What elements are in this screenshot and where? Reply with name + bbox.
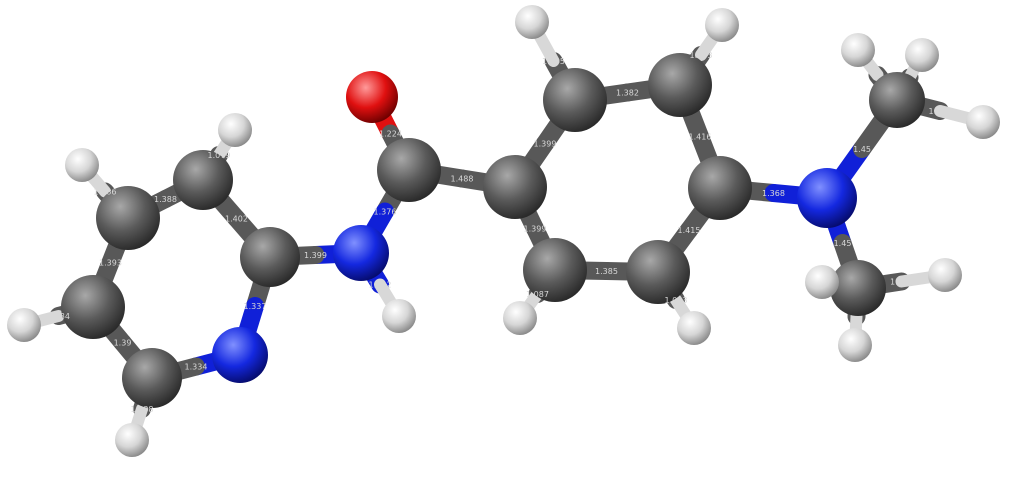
atom-c-b2 — [543, 68, 607, 132]
atom-c-c2 — [240, 227, 300, 287]
bond-length-label: 1.376 — [373, 207, 397, 217]
atom-h-hm1b — [905, 38, 939, 72]
atom-n-n_am — [333, 225, 389, 281]
atom-n-n_py — [212, 327, 268, 383]
atom-h-hm1c — [966, 105, 1000, 139]
atom-layer — [7, 5, 1000, 457]
atom-c-b1 — [483, 155, 547, 219]
atom-c-c_co — [377, 138, 441, 202]
bond-length-label: 1.088 — [130, 405, 154, 414]
bond-length-label: 1.337 — [243, 302, 267, 311]
atom-h-hb5 — [677, 311, 711, 345]
atom-c-b4 — [688, 156, 752, 220]
bond-length-label: 1.39 — [113, 338, 132, 348]
bond-length-label: 1.368 — [762, 189, 785, 198]
bond-length-label: 1.399 — [523, 224, 547, 234]
bond-length-label: 1.399 — [533, 139, 557, 149]
bond-length-label: 1.334 — [184, 362, 208, 372]
atom-c-c5 — [61, 275, 125, 339]
bond-length-label: 1.079 — [207, 151, 231, 160]
atom-h-h5 — [7, 308, 41, 342]
atom-h-hb2 — [515, 5, 549, 39]
atom-c-c6 — [122, 348, 182, 408]
atom-h-hb3 — [705, 8, 739, 42]
atom-h-hm2c — [838, 328, 872, 362]
bond-length-labels — [47, 51, 951, 414]
bond-length-label: 1.415 — [677, 226, 701, 235]
bond-length-label: 1.224 — [379, 129, 402, 139]
atom-h-hm1a — [841, 33, 875, 67]
bond-length-label: 1.088 — [928, 107, 952, 116]
atom-n-n_dm — [797, 168, 857, 228]
atom-c-cm2 — [830, 260, 886, 316]
bond-length-label: 1.084 — [47, 312, 70, 321]
bond-length-label: 1.086 — [93, 187, 117, 197]
bond-length-label: 1.393 — [99, 258, 122, 268]
bond-length-label: 1.399 — [304, 251, 327, 260]
bond-length-label: 1.488 — [450, 174, 474, 184]
bond-length-label: 1.083 — [664, 296, 688, 305]
atom-h-hm2a — [928, 258, 962, 292]
bond-length-label: 1.388 — [154, 195, 177, 204]
atom-c-cm1 — [869, 72, 925, 128]
atom-h-h4 — [65, 148, 99, 182]
bond-length-label: 1.382 — [616, 88, 639, 98]
bond-length-label: 1.45 — [833, 239, 852, 248]
bond-length-label: 1.085 — [542, 57, 565, 66]
bond-length-label: 1.385 — [595, 267, 618, 276]
atom-h-h3 — [218, 113, 252, 147]
bond-length-label: 1.402 — [225, 214, 248, 224]
bond-length-label: 1.087 — [526, 290, 549, 299]
atom-h-hm2b — [805, 265, 839, 299]
atom-h-hb6 — [503, 301, 537, 335]
bond-length-label: 1.012 — [368, 280, 392, 290]
atom-o-o1 — [346, 71, 398, 123]
bond-length-label: 1.45 — [853, 145, 871, 154]
atom-h-h_n — [382, 299, 416, 333]
atom-c-b5 — [626, 240, 690, 304]
bond-length-label: 1.083 — [689, 51, 713, 60]
bond-length-label: 1.089 — [890, 277, 913, 287]
atom-h-h6 — [115, 423, 149, 457]
bond-length-label: 1.416 — [688, 132, 712, 142]
atom-c-b3 — [648, 53, 712, 117]
